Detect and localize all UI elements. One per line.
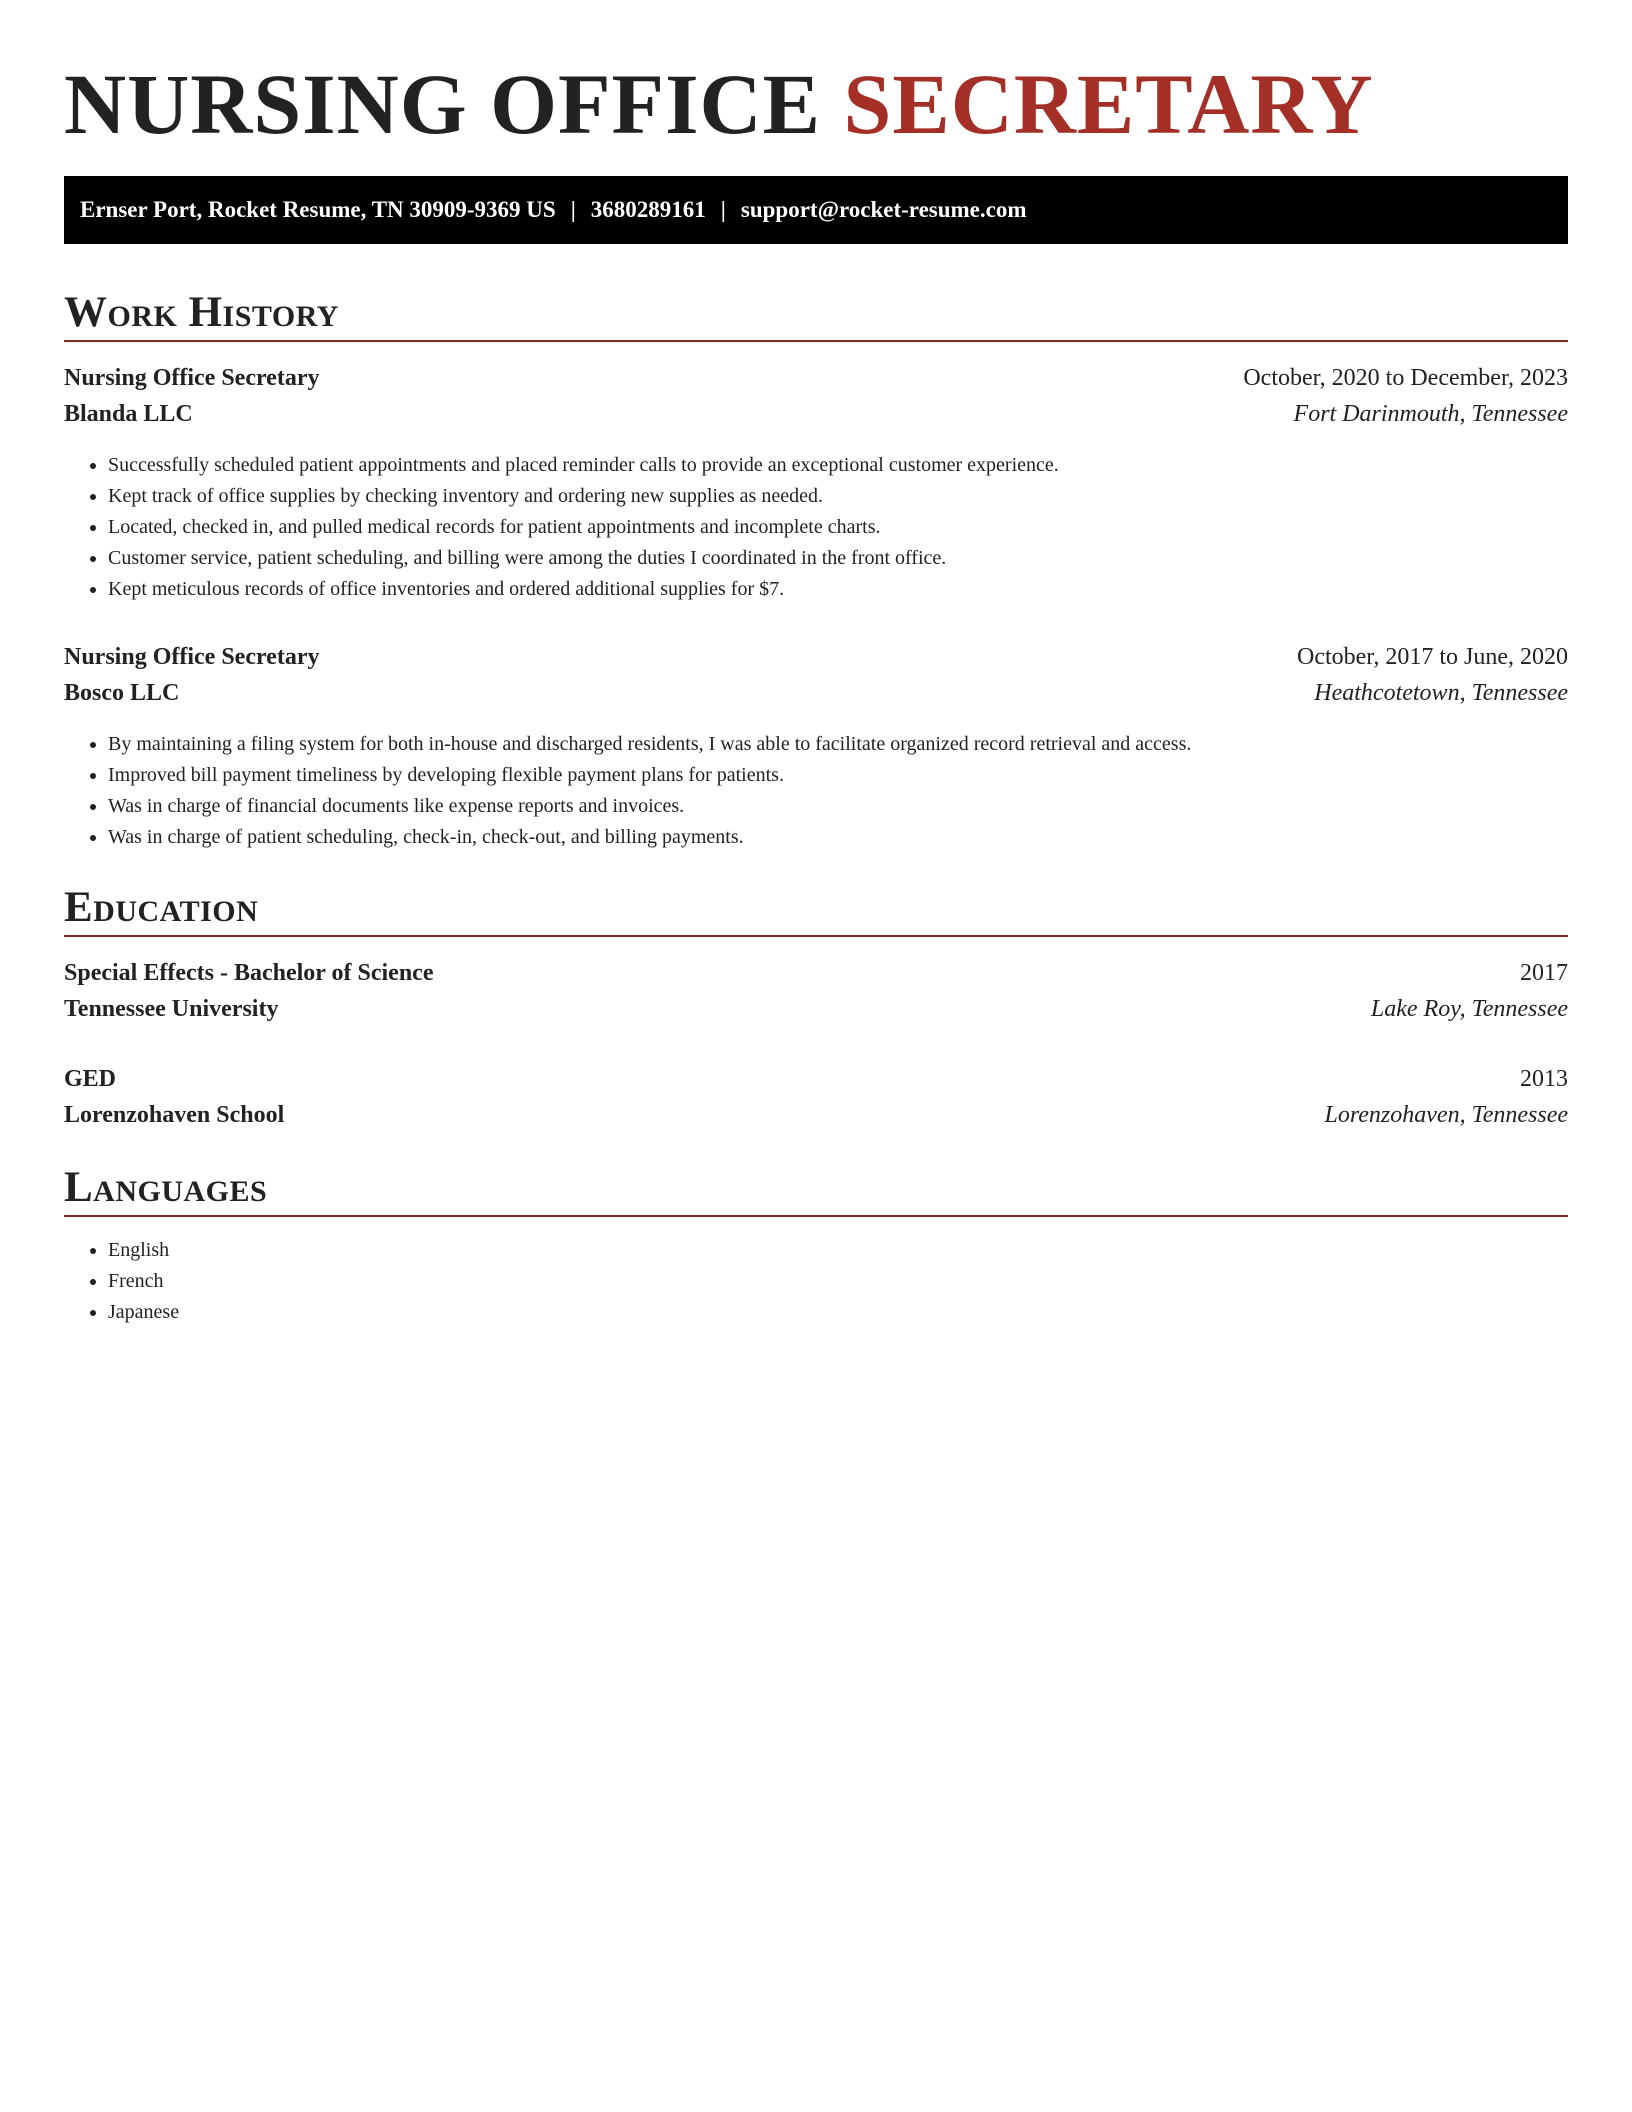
job-bullet: • Kept meticulous records of office inventories and ordered additional supplies for $7.	[108, 574, 1568, 605]
contact-phone: 3680289161	[590, 197, 706, 222]
education-entry	[64, 1061, 1568, 1133]
job-bullet: • Located, checked in, and pulled medical records for patient appointments and incomplete charts.	[108, 512, 1568, 543]
education-location: Lake Roy, Tennessee	[1370, 996, 1568, 1022]
job-entry	[64, 639, 1568, 853]
section-title-education: Education	[64, 884, 259, 931]
job-dates: October, 2017 to June, 2020	[1297, 644, 1568, 670]
education-section	[64, 881, 1568, 1133]
contact-address: Ernser Port, Rocket Resume, TN 30909-9369 US	[80, 197, 556, 222]
work-history-section	[64, 286, 1568, 853]
language-item: • English	[108, 1235, 1568, 1266]
languages-section	[64, 1161, 1568, 1328]
job-company: Bosco LLC	[64, 680, 180, 706]
education-degree: Special Effects - Bachelor of Science	[64, 960, 434, 986]
contact-separator: |	[570, 197, 576, 222]
education-school: Lorenzohaven School	[64, 1102, 285, 1128]
education-school: Tennessee University	[64, 996, 279, 1022]
job-bullet: • Customer service, patient scheduling, and billing were among the duties I coordinated in the front office.	[108, 543, 1568, 574]
job-title: Nursing Office Secretary	[64, 644, 320, 670]
language-item: • Japanese	[108, 1297, 1568, 1328]
section-divider	[64, 340, 1568, 342]
job-bullet: • Successfully scheduled patient appointments and placed reminder calls to provide an exceptional customer experience.	[108, 450, 1568, 481]
job-location: Fort Darinmouth, Tennessee	[1293, 401, 1568, 427]
contact-separator: |	[720, 197, 726, 222]
job-company: Blanda LLC	[64, 401, 193, 427]
name-main: NURSING OFFICE	[64, 56, 822, 152]
section-divider	[64, 1215, 1568, 1217]
education-degree: GED	[64, 1066, 117, 1092]
job-bullet-list	[64, 729, 1568, 853]
education-year: 2013	[1520, 1066, 1568, 1092]
section-divider	[64, 935, 1568, 937]
job-bullet: • Was in charge of financial documents like expense reports and invoices.	[108, 791, 1568, 822]
education-year: 2017	[1520, 960, 1568, 986]
language-list	[64, 1235, 1568, 1328]
job-bullet: • Was in charge of patient scheduling, check-in, check-out, and billing payments.	[108, 822, 1568, 853]
section-title-work-history: Work History	[64, 289, 339, 336]
education-entry	[64, 955, 1568, 1027]
section-title-languages: Languages	[64, 1164, 268, 1211]
name-accent: SECRETARY	[843, 56, 1374, 152]
contact-bar	[64, 176, 1568, 244]
contact-email: support@rocket-resume.com	[740, 197, 1027, 222]
job-bullet: • By maintaining a filing system for both in-house and discharged residents, I was able to facilitate organized record retrieval and access.	[108, 729, 1568, 760]
job-bullet: • Improved bill payment timeliness by developing flexible payment plans for patients.	[108, 760, 1568, 791]
job-title: Nursing Office Secretary	[64, 365, 320, 391]
job-bullet: • Kept track of office supplies by checking inventory and ordering new supplies as needed.	[108, 481, 1568, 512]
resume-name	[64, 0, 1568, 154]
job-location: Heathcotetown, Tennessee	[1314, 680, 1568, 706]
job-dates: October, 2020 to December, 2023	[1243, 365, 1568, 391]
education-location: Lorenzohaven, Tennessee	[1324, 1102, 1568, 1128]
language-item: • French	[108, 1266, 1568, 1297]
resume-page	[64, 0, 1568, 1328]
job-bullet-list	[64, 450, 1568, 605]
job-entry	[64, 360, 1568, 605]
